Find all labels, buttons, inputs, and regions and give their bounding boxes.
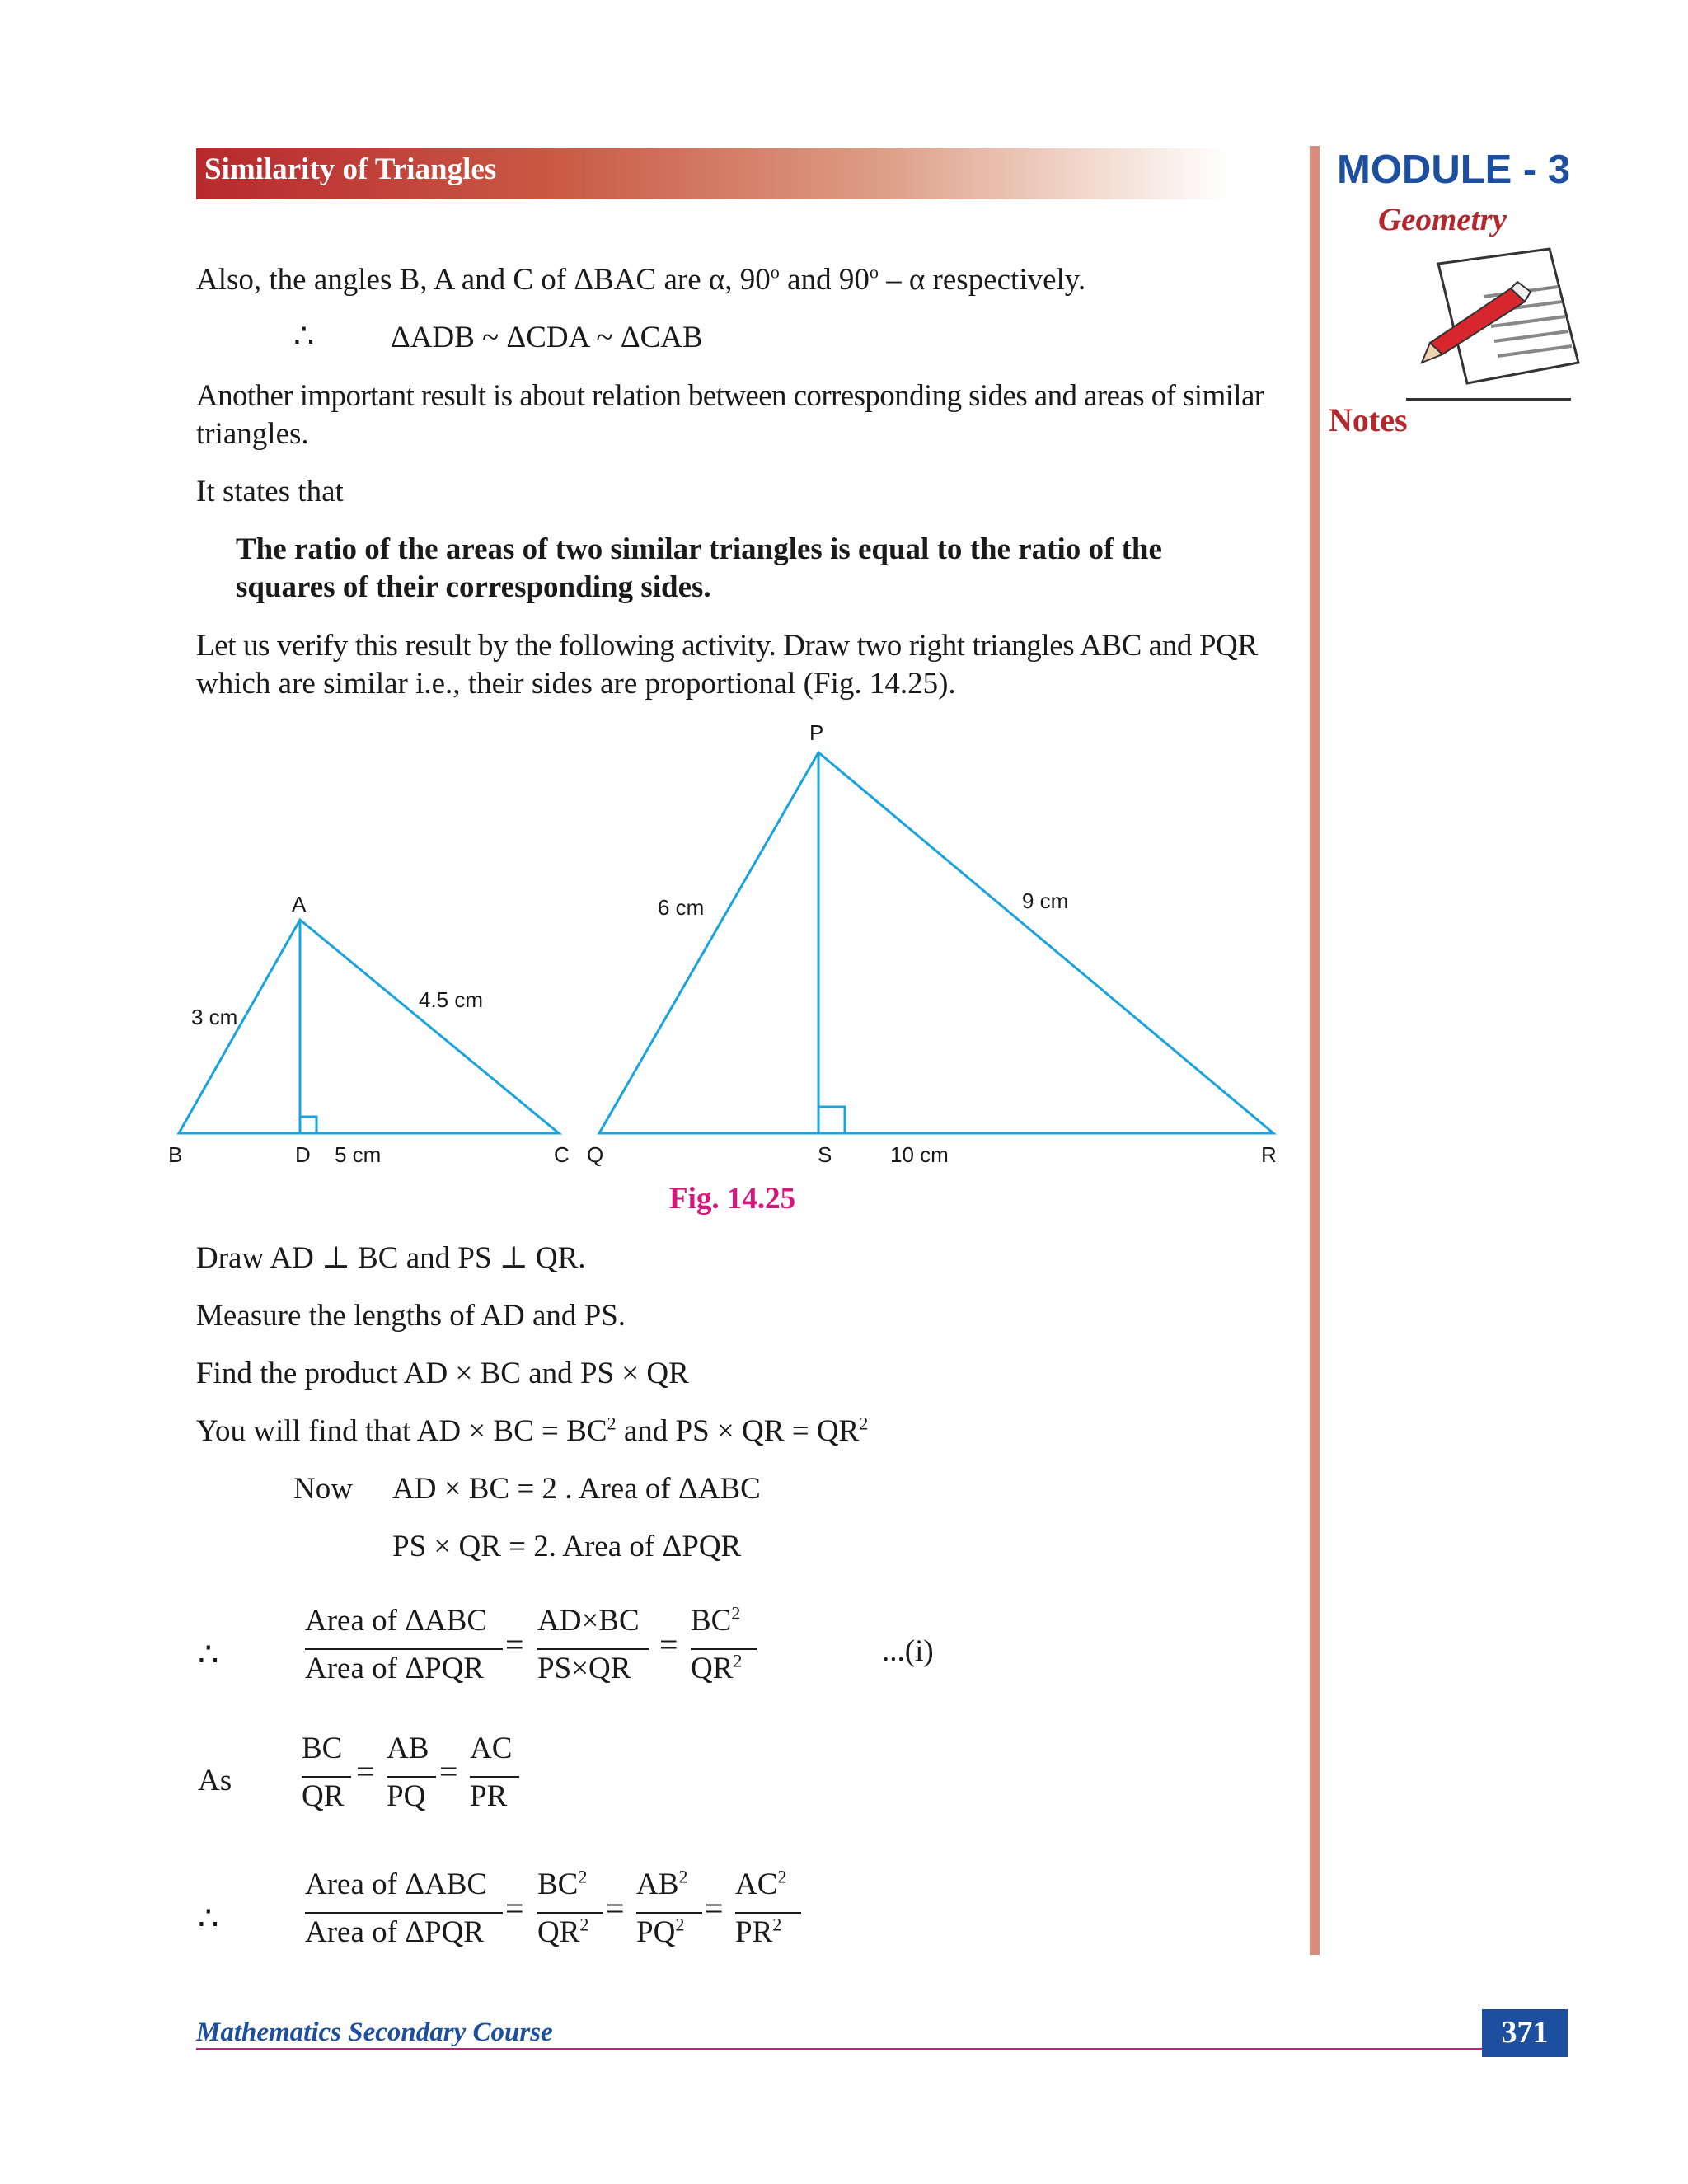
step-product: Find the product AD × BC and PS × QR <box>196 1357 689 1390</box>
label-pq-length: 6 cm <box>658 895 705 920</box>
right-angle-d <box>300 1117 316 1133</box>
right-angle-s <box>818 1107 845 1133</box>
label-qr-length: 10 cm <box>890 1142 949 1167</box>
therefore-symbol: ∴ <box>198 1900 219 1937</box>
fraction-bar <box>636 1912 702 1914</box>
therefore-symbol: ∴ <box>293 317 315 354</box>
equation-label-i: ...(i) <box>882 1634 934 1668</box>
fraction-bar <box>537 1912 603 1914</box>
as-label: As <box>198 1764 232 1797</box>
numerator <box>691 1603 740 1638</box>
degree: o <box>869 261 879 283</box>
exponent: 2 <box>772 1914 782 1935</box>
equals-sign: = <box>606 1890 625 1927</box>
denominator: PQ <box>387 1779 426 1813</box>
footer-course-title: Mathematics Secondary Course <box>196 2018 553 2047</box>
chapter-title: Similarity of Triangles <box>204 152 497 186</box>
fraction-bar <box>691 1648 757 1650</box>
fraction-bar <box>305 1912 503 1914</box>
exponent: 2 <box>678 1866 688 1887</box>
notes-label: Notes <box>1329 401 1408 438</box>
numerator <box>636 1867 688 1902</box>
footer-rule <box>196 2048 1482 2050</box>
denominator <box>691 1651 743 1686</box>
label-r: R <box>1261 1142 1277 1167</box>
numerator: AC <box>470 1732 513 1765</box>
triangle-pqr-outline <box>599 752 1273 1133</box>
exponent: 2 <box>777 1866 787 1887</box>
denominator: PS×QR <box>537 1652 631 1685</box>
activity-line2: which are similar i.e., their sides are proportional (Fig. 14.25). <box>196 667 956 701</box>
denominator <box>537 1915 589 1950</box>
text: PR <box>735 1915 773 1949</box>
label-ac-length: 4.5 cm <box>419 987 484 1012</box>
equals-sign: = <box>505 1890 524 1927</box>
denominator: Area of ΔPQR <box>305 1652 484 1685</box>
label-b: B <box>168 1142 183 1167</box>
fraction-bar <box>305 1648 503 1650</box>
numerator: AB <box>387 1732 429 1765</box>
equals-sign: = <box>439 1753 458 1790</box>
triangle-pqr <box>587 720 1277 1167</box>
module-subject: Geometry <box>1378 202 1507 237</box>
now-equation-2: PS × QR = 2. Area of ΔPQR <box>392 1530 742 1563</box>
triangle-abc <box>168 892 570 1167</box>
text: AB <box>636 1868 679 1901</box>
numerator: BC <box>302 1732 343 1765</box>
step-draw: Draw AD ⊥ BC and PS ⊥ QR. <box>196 1241 586 1275</box>
text: BC <box>691 1604 732 1638</box>
fraction-bar <box>537 1648 649 1650</box>
fraction-bar <box>387 1776 436 1778</box>
page-number: 371 <box>1501 2015 1549 2050</box>
fraction-bar <box>735 1912 801 1914</box>
text: QR <box>537 1915 580 1949</box>
label-a: A <box>292 892 307 916</box>
numerator <box>537 1867 587 1902</box>
paragraph-states: It states that <box>196 475 344 509</box>
fraction-bar <box>470 1776 519 1778</box>
now-equation-1: AD × BC = 2 . Area of ΔABC <box>392 1472 761 1506</box>
exponent: 2 <box>731 1602 741 1624</box>
numerator: Area of ΔABC <box>305 1868 488 1901</box>
equals-sign: = <box>705 1890 724 1927</box>
exponent: 2 <box>675 1914 685 1935</box>
margin-rule <box>1310 146 1320 1955</box>
exponent: 2 <box>859 1413 869 1434</box>
text: AC <box>735 1868 778 1901</box>
text: QR <box>691 1652 734 1685</box>
exponent: 2 <box>733 1650 743 1671</box>
equals-sign: = <box>659 1626 678 1663</box>
exponent: 2 <box>607 1413 617 1434</box>
denominator: Area of ΔPQR <box>305 1915 484 1949</box>
label-bc-length: 5 cm <box>335 1142 382 1167</box>
now-label: Now <box>293 1472 353 1506</box>
fraction-bar <box>302 1776 351 1778</box>
equals-sign: = <box>356 1753 375 1790</box>
figure-caption: Fig. 14.25 <box>669 1182 796 1216</box>
text: Also, the angles B, A and C of ΔBAC are α, 90 <box>196 263 771 297</box>
theorem-line2: squares of their corresponding sides. <box>236 570 711 604</box>
text: – α respectively. <box>878 263 1086 297</box>
equals-sign: = <box>505 1626 524 1663</box>
denominator: PR <box>470 1779 508 1813</box>
text: and PS × QR = QR <box>616 1414 860 1448</box>
text: and 90 <box>779 263 870 297</box>
therefore-symbol: ∴ <box>198 1636 219 1673</box>
label-pr-length: 9 cm <box>1022 888 1069 913</box>
numerator <box>735 1867 787 1902</box>
step-result <box>196 1412 868 1451</box>
numerator: AD×BC <box>537 1604 640 1638</box>
label-ab-length: 3 cm <box>191 1005 238 1029</box>
theorem-line1: The ratio of the areas of two similar triangles is equal to the ratio of the <box>236 532 1162 566</box>
notes-rule <box>1406 398 1571 401</box>
figure-triangles <box>157 717 1311 1179</box>
step-measure: Measure the lengths of AD and PS. <box>196 1299 626 1333</box>
paragraph-angles <box>196 260 1085 300</box>
text: BC <box>537 1868 579 1901</box>
text: You will find that AD × BC = BC <box>196 1414 607 1448</box>
paragraph-result-line2: triangles. <box>196 417 309 451</box>
denominator <box>735 1915 781 1950</box>
label-d: D <box>295 1142 311 1167</box>
label-c: C <box>554 1142 570 1167</box>
text: PQ <box>636 1915 676 1949</box>
paragraph-result-line1: Another important result is about relation between corresponding sides and areas of similar <box>196 379 1264 413</box>
degree: o <box>770 261 780 283</box>
module-title: MODULE - 3 <box>1337 148 1571 192</box>
label-s: S <box>818 1142 832 1167</box>
exponent: 2 <box>579 1914 589 1935</box>
exponent: 2 <box>578 1866 588 1887</box>
denominator <box>636 1915 684 1950</box>
notes-pencil-icon <box>1405 239 1587 404</box>
label-q: Q <box>587 1142 604 1167</box>
activity-line1: Let us verify this result by the following activity. Draw two right triangles ABC and PQR <box>196 629 1258 663</box>
denominator: QR <box>302 1779 345 1813</box>
similarity-statement: ΔADB ~ ΔCDA ~ ΔCAB <box>391 321 703 354</box>
label-p: P <box>809 720 824 745</box>
numerator: Area of ΔABC <box>305 1604 488 1638</box>
